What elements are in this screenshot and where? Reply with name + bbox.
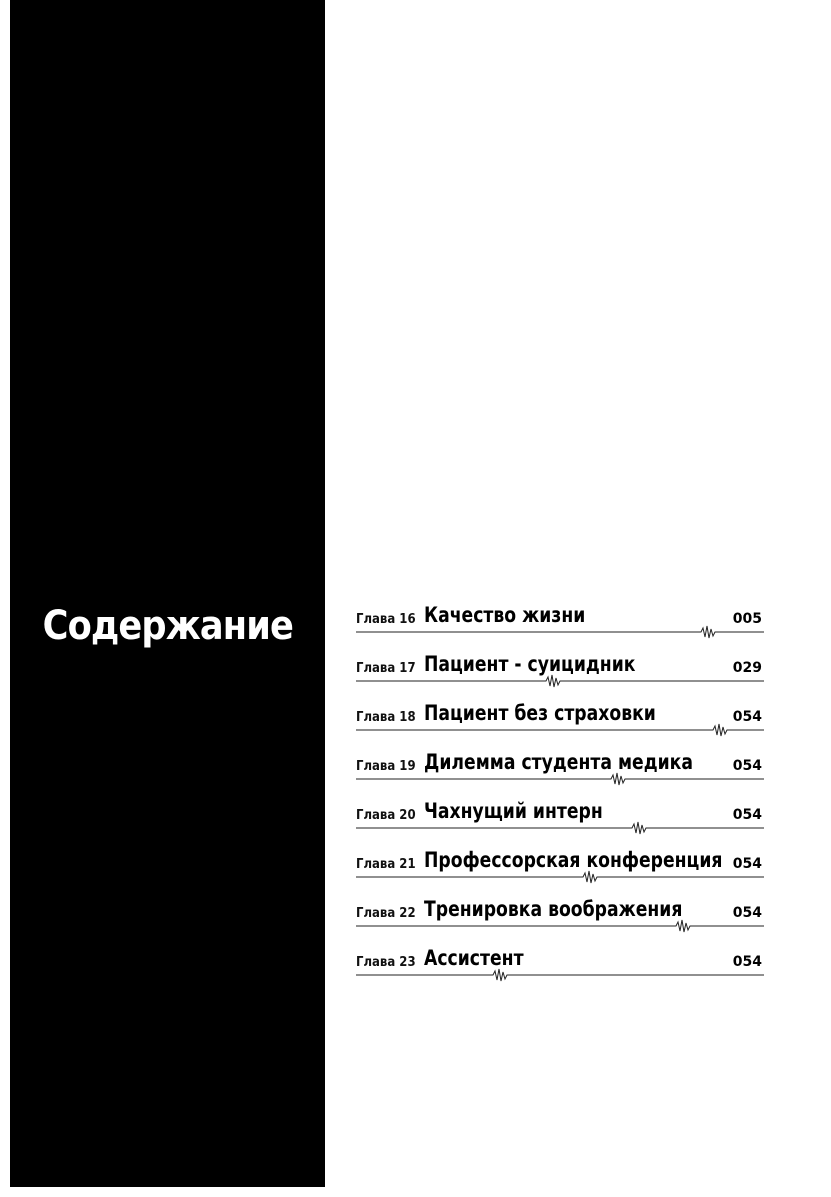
chapter-title: Пациент - суицидник: [424, 652, 636, 676]
pulse-line: [356, 724, 764, 736]
pulse-line: [356, 822, 764, 834]
page-title: Содержание: [42, 603, 293, 649]
heartbeat-divider-icon: [356, 965, 764, 981]
chapter-title: Профессорская конференция: [424, 848, 723, 872]
toc-entry[interactable]: [356, 600, 764, 649]
chapter-page: 054: [732, 905, 762, 921]
chapter-page: 054: [732, 758, 762, 774]
toc-entry[interactable]: [356, 845, 764, 894]
pulse-line: [356, 773, 764, 785]
chapter-page: 054: [732, 709, 762, 725]
toc-entry[interactable]: [356, 747, 764, 796]
chapter-title: Ассистент: [424, 946, 524, 970]
chapter-number: Глава 18: [356, 710, 416, 725]
chapter-number: Глава 20: [356, 808, 416, 823]
chapter-number: Глава 23: [356, 955, 416, 970]
chapter-number: Глава 16: [356, 612, 416, 627]
chapter-page: 029: [732, 660, 762, 676]
chapter-title: Пациент без страховки: [424, 701, 656, 725]
chapter-page: 005: [732, 611, 762, 627]
chapter-title: Тренировка воображения: [424, 897, 683, 921]
heartbeat-divider-icon: [356, 867, 764, 883]
chapter-page: 054: [732, 807, 762, 823]
heartbeat-divider-icon: [356, 769, 764, 785]
pulse-line: [356, 871, 764, 883]
toc-entry[interactable]: [356, 894, 764, 943]
toc-entry[interactable]: [356, 698, 764, 747]
table-of-contents: [356, 600, 764, 992]
toc-entry[interactable]: [356, 796, 764, 845]
title-panel: [10, 0, 325, 1187]
chapter-number: Глава 21: [356, 857, 416, 872]
pulse-line: [356, 969, 764, 981]
heartbeat-divider-icon: [356, 818, 764, 834]
heartbeat-divider-icon: [356, 720, 764, 736]
chapter-number: Глава 19: [356, 759, 416, 774]
chapter-number: Глава 17: [356, 661, 416, 676]
toc-entry[interactable]: [356, 943, 764, 992]
chapter-title: Чахнущий интерн: [424, 799, 603, 823]
chapter-number: Глава 22: [356, 906, 416, 921]
pulse-line: [356, 626, 764, 638]
chapter-title: Качество жизни: [424, 603, 586, 627]
toc-entry[interactable]: [356, 649, 764, 698]
chapter-page: 054: [732, 954, 762, 970]
pulse-line: [356, 920, 764, 932]
pulse-line: [356, 675, 764, 687]
chapter-page: 054: [732, 856, 762, 872]
heartbeat-divider-icon: [356, 671, 764, 687]
heartbeat-divider-icon: [356, 916, 764, 932]
heartbeat-divider-icon: [356, 622, 764, 638]
chapter-title: Дилемма студента медика: [424, 750, 693, 774]
